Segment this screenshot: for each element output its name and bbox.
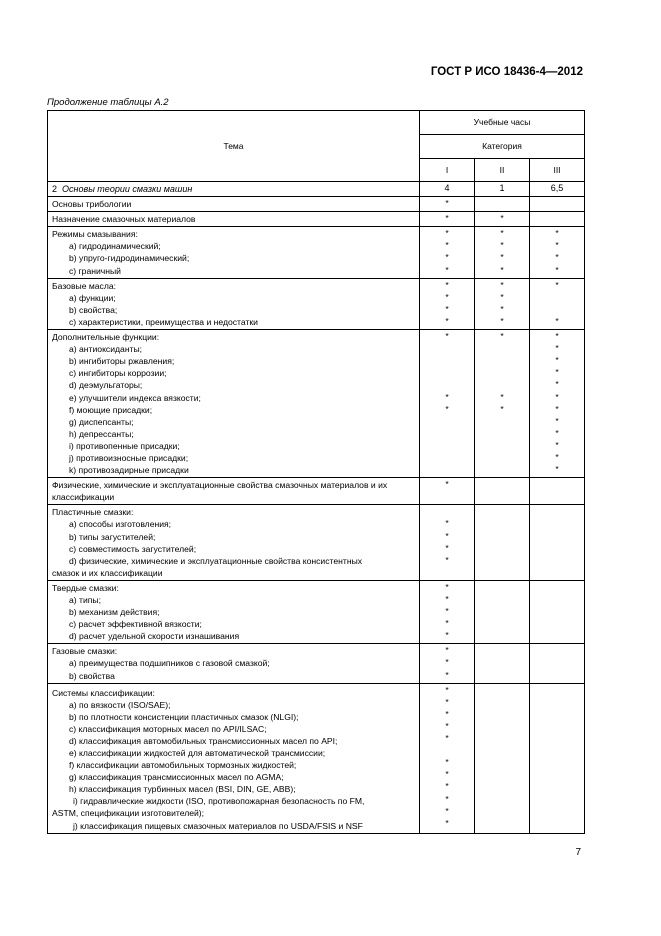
- hours-mark: *: [445, 793, 449, 804]
- hours-mark: *: [555, 403, 559, 414]
- category-2-cell: [475, 505, 530, 581]
- category-header: Категория: [420, 135, 585, 159]
- hours-mark: [420, 415, 474, 427]
- category-1-cell: [420, 505, 475, 581]
- category-1-cell: [420, 197, 475, 212]
- topic-line: a) преимущества подшипников с газовой смазкой;: [69, 658, 270, 669]
- hours-mark: *: [555, 379, 559, 390]
- hours-mark: *: [500, 240, 504, 251]
- hours-mark: [420, 463, 474, 475]
- hours-mark: *: [445, 479, 449, 490]
- hours-mark: *: [500, 264, 504, 275]
- hours-mark: *: [500, 315, 504, 326]
- topic-cell: [48, 227, 420, 278]
- hours-mark: *: [555, 252, 559, 263]
- hours-mark: [475, 427, 529, 439]
- topic-line: d) классификация автомобильных трансмиссионных масел по API;: [69, 735, 338, 746]
- category-2-cell: [475, 330, 530, 478]
- category-3-cell: [530, 278, 585, 329]
- topic-line: a) способы изготовления;: [69, 519, 172, 530]
- category-1-cell: [420, 330, 475, 478]
- topic-line: b) свойства;: [69, 304, 118, 315]
- category-3-cell: [530, 580, 585, 643]
- hours-mark: [420, 378, 474, 390]
- hours-mark: *: [555, 391, 559, 402]
- document-header: ГОСТ Р ИСО 18436-4—2012: [430, 66, 583, 78]
- hours-mark: *: [445, 606, 449, 617]
- topic-cell: [48, 580, 420, 643]
- topic-line: Пластичные смазки:: [52, 507, 134, 518]
- topic-line: i) гидравлические жидкости (ISO, противопожарная безопасность по FM,: [73, 796, 365, 807]
- category-2-cell: [475, 212, 530, 227]
- topic-line: e) классификации жидкостей для автоматической трансмиссии;: [69, 747, 326, 758]
- hours-mark: *: [445, 720, 449, 731]
- table-row: [48, 227, 585, 278]
- category-2-cell: [475, 683, 530, 833]
- topic-line: Газовые смазки:: [52, 646, 118, 657]
- category-2-cell: [475, 227, 530, 278]
- section-hours-cat2: 1: [475, 182, 530, 197]
- hours-mark: *: [555, 228, 559, 239]
- hours-mark: *: [555, 367, 559, 378]
- hours-mark: *: [445, 315, 449, 326]
- category-3-cell: [530, 197, 585, 212]
- topic-line: c) граничный: [69, 265, 121, 276]
- hours-mark: *: [555, 240, 559, 251]
- section-title-cell: [48, 182, 420, 197]
- topic-line: b) упруго-гидродинамический;: [69, 253, 190, 264]
- hours-mark: *: [500, 213, 504, 224]
- topic-line: Системы классификации:: [52, 687, 155, 698]
- category-1-cell: [420, 478, 475, 505]
- hours-mark: *: [445, 684, 449, 695]
- topic-line: c) характеристики, преимущества и недостатки: [69, 316, 258, 327]
- topic-line: смазок и их классификации: [52, 567, 163, 578]
- category-3-header: III: [530, 159, 585, 182]
- topic-header: Тема: [48, 111, 420, 182]
- hours-mark: *: [555, 451, 559, 462]
- hours-mark: *: [555, 264, 559, 275]
- table-row: [48, 212, 585, 227]
- section-number: 2: [52, 184, 58, 194]
- category-1-cell: [420, 683, 475, 833]
- hours-mark: *: [555, 279, 559, 290]
- category-2-cell: [475, 197, 530, 212]
- table-row: [48, 197, 585, 212]
- topic-line: b) свойства: [69, 670, 115, 681]
- hours-mark: *: [445, 645, 449, 656]
- hours-mark: *: [445, 708, 449, 719]
- hours-mark: *: [445, 757, 449, 768]
- hours-mark: [530, 303, 584, 315]
- topic-line: b) типы загустителей;: [69, 531, 156, 542]
- hours-mark: [420, 366, 474, 378]
- hours-mark: [420, 451, 474, 463]
- category-3-cell: [530, 212, 585, 227]
- hours-mark: *: [445, 291, 449, 302]
- hours-mark: *: [555, 355, 559, 366]
- topic-line: c) расчет эффективной вязкости;: [69, 619, 202, 630]
- category-1-cell: [420, 278, 475, 329]
- topic-line: Дополнительные функции:: [52, 332, 160, 343]
- category-1-cell: [420, 644, 475, 683]
- category-1-cell: [420, 227, 475, 278]
- topic-line: c) ингибиторы коррозии;: [69, 368, 167, 379]
- hours-mark: *: [445, 228, 449, 239]
- topic-line: c) классификация моторных масел по API/ILSAC;: [69, 723, 267, 734]
- topic-line: Назначение смазочных материалов: [52, 214, 196, 225]
- hours-mark: *: [500, 403, 504, 414]
- hours-mark: *: [445, 213, 449, 224]
- section-hours-cat1: 4: [420, 182, 475, 197]
- hours-mark: *: [445, 657, 449, 668]
- hours-mark: [475, 378, 529, 390]
- hours-mark: [420, 744, 474, 756]
- hours-mark: [475, 463, 529, 475]
- hours-mark: *: [445, 303, 449, 314]
- hours-mark: *: [445, 331, 449, 342]
- hours-header: Учебные часы: [420, 111, 585, 135]
- topic-line: g) классификация трансмиссионных масел по AGMA;: [69, 772, 284, 783]
- table-row: [48, 330, 585, 478]
- hours-mark: *: [500, 279, 504, 290]
- topic-line: b) механизм действия;: [69, 607, 160, 618]
- topic-line: Базовые масла:: [52, 280, 117, 291]
- topic-line: a) по вязкости (ISO/SAE);: [69, 699, 171, 710]
- topic-line: a) антиоксиданты;: [69, 344, 143, 355]
- hours-mark: *: [445, 542, 449, 553]
- hours-mark: *: [500, 291, 504, 302]
- topic-cell: [48, 478, 420, 505]
- hours-mark: *: [445, 530, 449, 541]
- category-2-cell: [475, 644, 530, 683]
- hours-mark: *: [555, 415, 559, 426]
- hours-mark: *: [445, 264, 449, 275]
- hours-mark: [420, 439, 474, 451]
- page-number: 7: [575, 847, 581, 858]
- topic-cell: [48, 683, 420, 833]
- hours-mark: *: [555, 315, 559, 326]
- topic-cell: [48, 330, 420, 478]
- hours-mark: [420, 354, 474, 366]
- hours-mark: *: [445, 240, 449, 251]
- hours-mark: *: [555, 427, 559, 438]
- topic-cell: [48, 197, 420, 212]
- category-1-header: I: [420, 159, 475, 182]
- topic-line: g) диспепсанты;: [69, 416, 134, 427]
- topic-line: d) деэмульгаторы;: [69, 380, 143, 391]
- category-2-cell: [475, 478, 530, 505]
- category-1-cell: [420, 212, 475, 227]
- category-3-cell: [530, 505, 585, 581]
- hours-mark: *: [445, 669, 449, 680]
- hours-mark: *: [445, 769, 449, 780]
- hours-mark: *: [445, 279, 449, 290]
- table-row: [48, 478, 585, 505]
- hours-mark: *: [445, 618, 449, 629]
- topic-line: Основы трибологии: [52, 199, 132, 210]
- table-row: [48, 683, 585, 833]
- hours-mark: *: [445, 518, 449, 529]
- category-3-cell: [530, 227, 585, 278]
- topic-line: b) ингибиторы ржавления;: [69, 356, 175, 367]
- topic-line: f) моющие присадки;: [69, 404, 153, 415]
- hours-mark: *: [555, 331, 559, 342]
- topic-line: a) функции;: [69, 292, 116, 303]
- topic-line: ASTM, спецификации изготовителей);: [52, 808, 205, 819]
- topic-line: i) противопенные присадки;: [69, 440, 180, 451]
- topic-line: h) классификация турбинных масел (BSI, DIN, GE, ABB);: [69, 784, 296, 795]
- hours-mark: [475, 415, 529, 427]
- hours-mark: *: [445, 805, 449, 816]
- topic-cell: [48, 505, 420, 581]
- topic-line: Твердые смазки:: [52, 582, 119, 593]
- hours-mark: [475, 354, 529, 366]
- hours-mark: *: [445, 817, 449, 828]
- hours-mark: *: [445, 696, 449, 707]
- hours-mark: *: [445, 198, 449, 209]
- category-3-cell: [530, 330, 585, 478]
- topic-line: a) типы;: [69, 595, 101, 605]
- hours-mark: [420, 342, 474, 354]
- hours-mark: *: [445, 781, 449, 792]
- training-hours-table: [47, 110, 585, 834]
- hours-mark: *: [500, 252, 504, 263]
- category-2-cell: [475, 580, 530, 643]
- hours-mark: [530, 291, 584, 303]
- hours-mark: *: [445, 733, 449, 744]
- table-row: [48, 278, 585, 329]
- hours-mark: *: [445, 594, 449, 604]
- hours-mark: *: [445, 252, 449, 263]
- section-row: [48, 182, 585, 197]
- category-3-cell: [530, 683, 585, 833]
- hours-mark: [420, 505, 474, 517]
- topic-line: a) гидродинамический;: [69, 241, 161, 252]
- hours-mark: *: [500, 391, 504, 402]
- hours-mark: *: [445, 581, 449, 592]
- hours-mark: *: [445, 554, 449, 565]
- hours-mark: *: [555, 464, 559, 475]
- topic-line: c) совместимость загустителей;: [69, 543, 197, 554]
- hours-mark: *: [445, 630, 449, 641]
- hours-mark: [475, 366, 529, 378]
- table-caption: Продолжение таблицы А.2: [47, 97, 169, 108]
- topic-line: b) по плотности консистенции пластичных смазок (NLGI);: [69, 711, 299, 722]
- category-2-header: II: [475, 159, 530, 182]
- topic-line: h) депрессанты;: [69, 428, 134, 439]
- topic-line: k) противозадирные присадки: [69, 465, 189, 476]
- topic-line: j) противоизносные присадки;: [69, 452, 189, 463]
- table-row: [48, 505, 585, 581]
- table-row: [48, 580, 585, 643]
- category-3-cell: [530, 644, 585, 683]
- hours-mark: *: [500, 228, 504, 239]
- hours-mark: *: [500, 303, 504, 314]
- hours-mark: *: [555, 439, 559, 450]
- hours-mark: [420, 427, 474, 439]
- hours-mark: *: [555, 343, 559, 354]
- category-3-cell: [530, 478, 585, 505]
- topic-cell: [48, 278, 420, 329]
- hours-mark: *: [500, 331, 504, 342]
- topic-line: f) классификации автомобильных тормозных жидкостей;: [69, 760, 297, 771]
- topic-line: d) физические, химические и эксплуатационные свойства консистентных: [69, 555, 363, 566]
- hours-mark: [475, 451, 529, 463]
- topic-line: Физические, химические и эксплуатационные свойства смазочных материалов и их классификации: [52, 480, 388, 503]
- hours-mark: [420, 566, 474, 578]
- topic-cell: [48, 644, 420, 683]
- table-row: [48, 644, 585, 683]
- section-title: Основы теории смазки машин: [62, 184, 193, 194]
- hours-mark: [475, 439, 529, 451]
- topic-line: d) расчет удельной скорости изнашивания: [69, 631, 240, 642]
- category-2-cell: [475, 278, 530, 329]
- hours-mark: *: [445, 403, 449, 414]
- category-1-cell: [420, 580, 475, 643]
- topic-line: j) классификация пищевых смазочных материалов по USDA/FSIS и NSF: [73, 820, 363, 831]
- hours-mark: [475, 342, 529, 354]
- topic-line: Режимы смазывания:: [52, 229, 138, 240]
- section-hours-cat3: 6,5: [530, 182, 585, 197]
- hours-mark: *: [445, 391, 449, 402]
- topic-line: e) улучшители индекса вязкости;: [69, 392, 201, 403]
- topic-cell: [48, 212, 420, 227]
